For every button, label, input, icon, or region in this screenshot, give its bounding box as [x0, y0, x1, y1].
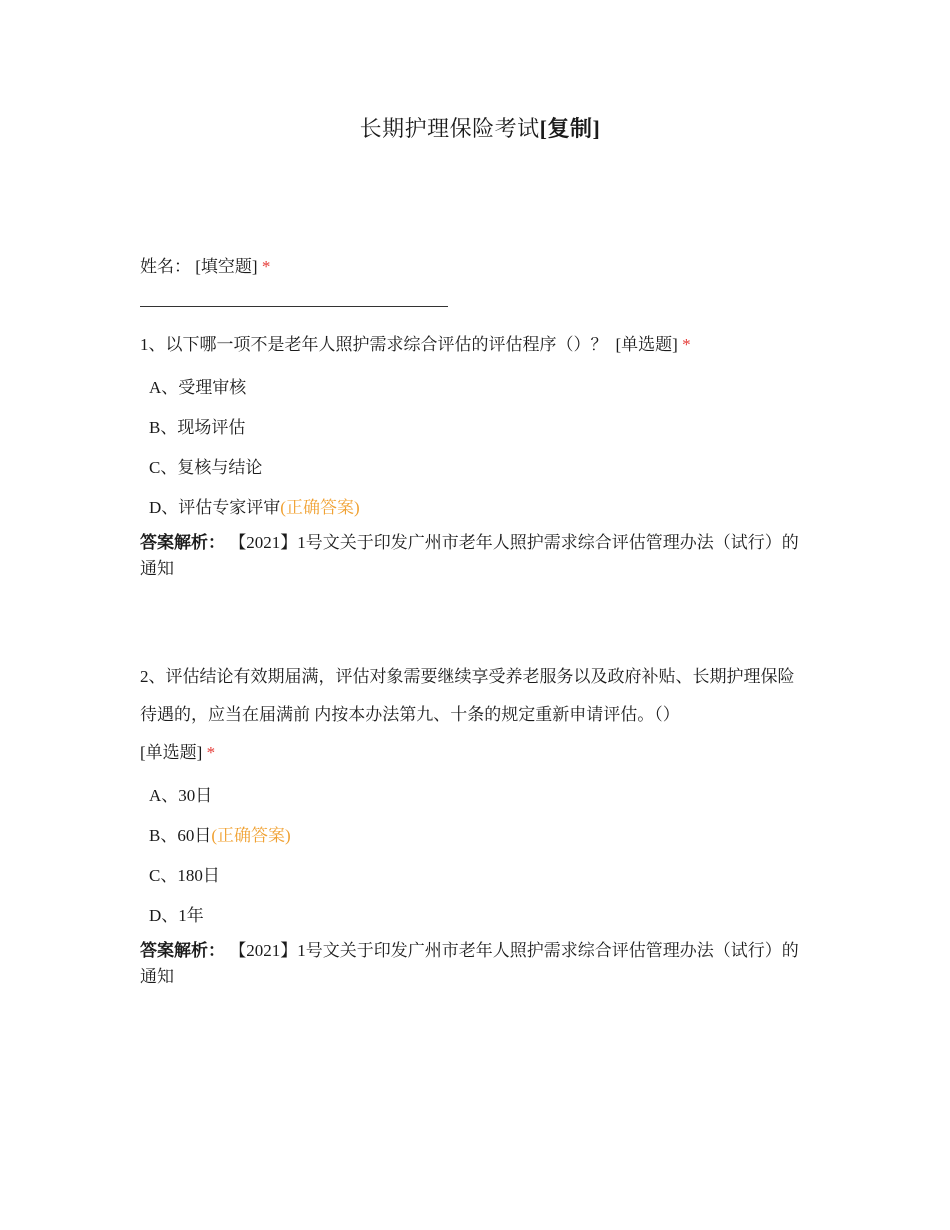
title-main: 长期护理保险考试 [359, 116, 540, 141]
option-a[interactable] [140, 776, 810, 816]
name-answer-blank[interactable] [140, 306, 448, 307]
question-stem [140, 658, 810, 772]
option-d[interactable] [140, 896, 810, 936]
option-b[interactable] [140, 816, 810, 856]
option-text: A、30日 [149, 786, 213, 805]
option-text: C、180日 [149, 866, 220, 885]
option-list [140, 776, 810, 936]
answer-analysis [140, 938, 810, 990]
question-text: 2、评估结论有效期届满，评估对象需要继续享受养老服务以及政府补贴、长期护理保险待遇的，应当在届满前 内按本办法第九、十条的规定重新申请评估。（） [140, 667, 795, 724]
title-suffix: [复制] [539, 116, 601, 141]
option-text: B、现场评估 [149, 418, 246, 437]
option-text: D、评估专家评审 [149, 498, 281, 517]
question-1 [140, 326, 810, 582]
required-mark: * [682, 335, 691, 354]
correct-answer-tag: (正确答案) [211, 826, 291, 845]
option-list [140, 368, 810, 528]
option-text: D、1年 [149, 906, 204, 925]
name-question [140, 252, 270, 277]
name-label: 姓名： [140, 257, 191, 276]
option-b[interactable] [140, 408, 810, 448]
analysis-text: 【2021】1号文关于印发广州市老年人照护需求综合评估管理办法（试行）的通知 [140, 533, 799, 578]
required-mark: * [206, 743, 216, 762]
question-2 [140, 658, 810, 990]
option-text: C、复核与结论 [149, 458, 263, 477]
option-c[interactable] [140, 856, 810, 896]
analysis-text: 【2021】1号文关于印发广州市老年人照护需求综合评估管理办法（试行）的通知 [140, 941, 799, 986]
question-type: [单选题] [140, 743, 203, 762]
question-stem [140, 326, 810, 364]
name-type: [填空题] [195, 257, 258, 276]
required-mark: * [261, 257, 271, 276]
analysis-label: 答案解析： [140, 533, 225, 552]
answer-analysis [140, 530, 810, 582]
question-type: [单选题] [615, 335, 678, 354]
correct-answer-tag: (正确答案) [280, 498, 360, 517]
option-text: B、60日 [149, 826, 212, 845]
analysis-label: 答案解析： [140, 941, 225, 960]
option-d[interactable] [140, 488, 810, 528]
option-a[interactable] [140, 368, 810, 408]
page-title [140, 112, 820, 143]
option-c[interactable] [140, 448, 810, 488]
question-text: 1、以下哪一项不是老年人照护需求综合评估的评估程序（）？ [140, 335, 608, 354]
option-text: A、受理审核 [149, 378, 247, 397]
